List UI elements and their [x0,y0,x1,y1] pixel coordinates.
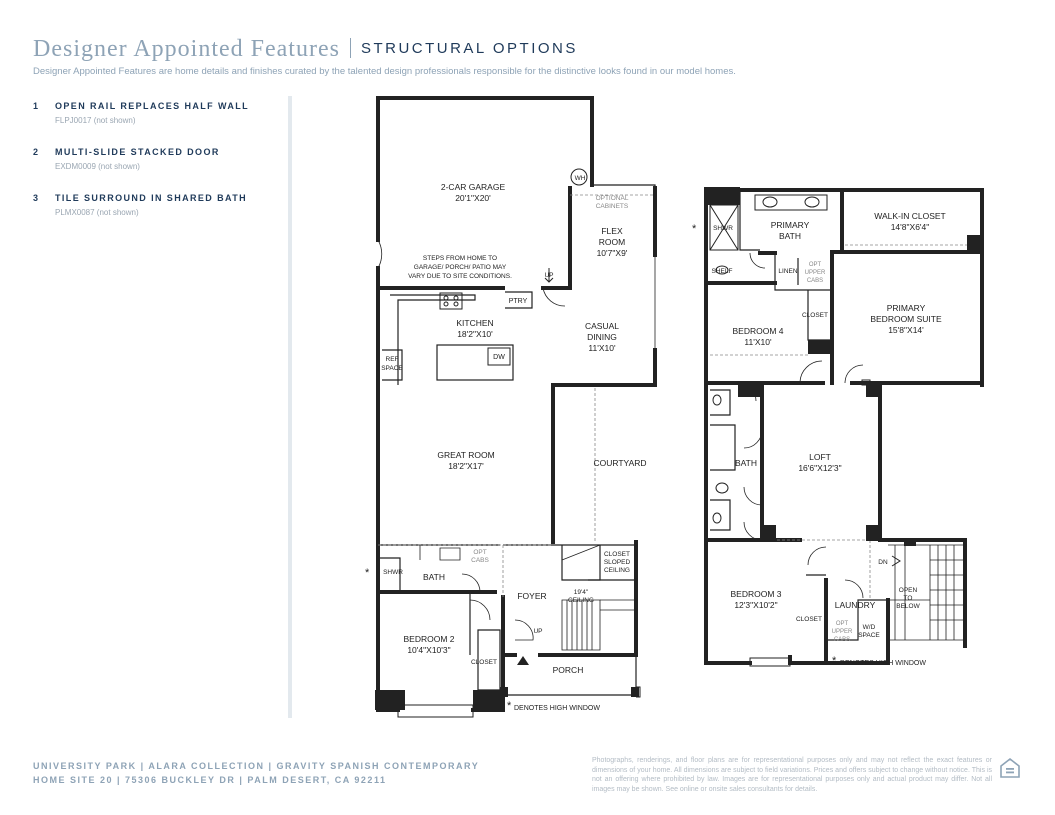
page-subtitle: STRUCTURAL OPTIONS [360,40,578,57]
ref-space-1: REF [385,356,399,363]
opt-upper-cabs-2: UPPER [804,270,826,276]
footer-disclaimer: Photographs, renderings, and floor plans are for representational purposes only and may not reflect the exact features or dimensions of your home. All dimensions are subject to field variations. Prices and offers subject to change without notice. This is not an offering where prohibited by law. Images are for representational purposes only and actual product may differ. Not all images may be shown. See online or onsite sales consultants for details. [592,757,992,793]
bedroom4-label: BEDROOM 4 [732,326,784,336]
steps-note-1: STEPS FROM HOME TO [422,255,498,262]
high-window-mark: * [507,700,512,712]
option-code: EXDM0009 (not shown) [55,162,140,171]
garage-label: 2-CAR GARAGE [440,182,506,192]
equal-housing-opportunity-icon [1000,758,1020,780]
bath-label-1: BATH [422,572,446,582]
primary-bath-label: PRIMARY [770,220,810,230]
entry-arrow [517,656,529,665]
primary-suite-dim: 15'8"X14' [888,325,924,335]
down-label: DN [878,559,888,566]
walk-in-closet-label: WALK-IN CLOSET [874,211,946,221]
down-arrow [892,556,900,566]
primary-bath-label-2: BATH [778,231,802,241]
footer-community [33,759,479,787]
bedroom2-dim: 10'4"X10'3" [407,645,451,655]
kitchen-island [437,345,513,380]
option-number: 2 [33,147,39,157]
footer-line-1: UNIVERSITY PARK | ALARA COLLECTION | GRAVITY SPANISH CONTEMPORARY [33,761,480,771]
walk-in-closet-dim: 14'8"X6'4" [890,222,930,232]
intro-text: Designer Appointed Features are home details and finishes curated by the talented design professionals responsible for the distinctive looks found in our model homes. [33,66,736,77]
laundry-label: LAUNDRY [834,600,876,610]
option-number: 3 [33,193,39,203]
flex-label-2: ROOM [598,237,626,247]
water-heater-label: WH [574,175,586,182]
dining-label: CASUAL [584,321,620,331]
foyer-label: FOYER [517,591,547,601]
flex-label: FLEX [601,226,623,236]
open-below-1: OPEN [898,587,918,594]
ceiling-label: CEILING [567,597,595,604]
wd-space-1: W/D [862,624,876,631]
option-code: PLMX0087 (not shown) [55,208,139,217]
kitchen-label: KITCHEN [456,318,494,328]
porch-label: PORCH [552,665,584,675]
wd-space-2: SPACE [858,632,880,639]
option-title: OPEN RAIL REPLACES HALF WALL [55,101,250,111]
bath-label-2: BATH [734,458,758,468]
garage-dim: 20'1"X20' [455,193,491,203]
shower-label-2: SHWR [713,225,733,232]
linen-label: LINEN [778,268,798,275]
primary-suite-label-2: BEDROOM SUITE [870,314,942,324]
kitchen-dim: 18'2"X10' [457,329,493,339]
high-window-note-2: DENOTES HIGH WINDOW [840,660,926,667]
primary-suite-label: PRIMARY [886,303,926,313]
great-room-dim: 18'2"X17' [448,461,484,471]
closet-label-b3: CLOSET [795,616,823,623]
dining-dim: 11'X10' [588,343,616,353]
opt-cabs-1: OPT [473,549,487,556]
dining-label-2: DINING [587,332,617,342]
high-window-note: DENOTES HIGH WINDOW [514,705,600,712]
high-window-mark: * [692,223,697,235]
shelf-label: SHELF [711,268,733,275]
ceiling-height: 19'4" [573,589,589,596]
up-label-foyer: UP [533,628,543,635]
floor1-walls [378,98,655,710]
open-below-3: BELOW [896,603,920,610]
up-label-garage: UP [544,272,554,279]
loft-label: LOFT [809,452,831,462]
pantry-label: PTRY [508,298,528,305]
option-title: TILE SURROUND IN SHARED BATH [55,193,248,203]
steps-note-3: VARY DUE TO SITE CONDITIONS. [408,273,512,280]
opt-upper-cabs-1: OPT [808,262,822,268]
opt-upper-cabs-3: CABS [806,278,824,284]
footer-line-2: HOME SITE 20 | 75306 BUCKLEY DR | PALM DESERT, CA 92211 [33,775,387,785]
bedroom3-dim: 12'3"X10'2" [734,600,778,610]
closet-sloped-2: SLOPED [603,559,631,566]
opt-upper-cabs-b-3: CABS [833,637,851,643]
shower-label-1: SHWR [383,569,403,576]
open-below-2: TO [903,595,913,602]
closet-sloped-1: CLOSET [603,551,631,558]
bedroom2-label: BEDROOM 2 [403,634,455,644]
bedroom3-label: BEDROOM 3 [730,589,782,599]
optional-cabinets-2: CABINETS [595,203,629,210]
closet-label-b4: CLOSET [801,312,829,319]
option-title: MULTI-SLIDE STACKED DOOR [55,147,220,157]
great-room-label: GREAT ROOM [437,450,495,460]
option-number: 1 [33,101,39,111]
page-title: Designer Appointed Features [33,36,340,62]
bedroom4-dim: 11'X10' [744,337,772,347]
ref-space-2: SPACE [381,365,403,372]
dishwasher-label: DW [493,354,505,361]
opt-cabs-2: CABS [471,557,489,564]
closet-sloped-3: CEILING [603,567,631,574]
optional-cabinets-1: OPTIONAL [595,195,629,202]
opt-upper-cabs-b-1: OPT [835,621,849,627]
high-window-mark: * [365,567,370,579]
opt-upper-cabs-b-2: UPPER [831,629,853,635]
steps-note-2: GARAGE/ PORCH/ PATIO MAY [413,264,507,271]
courtyard-label: COURTYARD [593,458,647,468]
loft-dim: 16'6"X12'3" [798,463,842,473]
flex-dim: 10'7"X9' [596,248,628,258]
high-window-mark: * [832,655,837,667]
closet-label-1: CLOSET [470,659,498,666]
option-code: FLPJ0017 (not shown) [55,116,136,125]
